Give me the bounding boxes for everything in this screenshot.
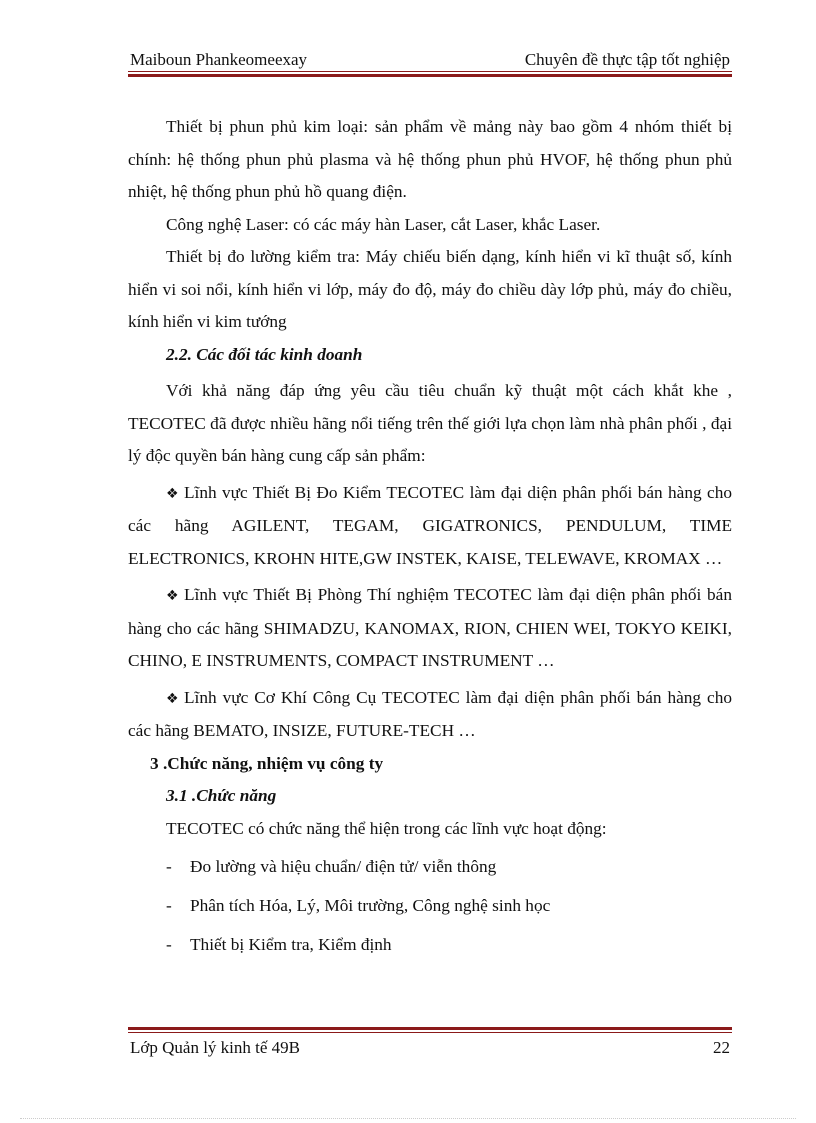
- footer-class: Lớp Quản lý kinh tế 49B: [130, 1038, 300, 1057]
- dash-bullet-icon: -: [166, 896, 172, 915]
- heading-business-partners: 2.2. Các đối tác kinh doanh: [166, 344, 363, 364]
- header-rule-thick: [128, 74, 732, 77]
- list-item: [128, 890, 732, 929]
- list-item: [128, 851, 732, 890]
- diamond-bullet-icon: ❖: [166, 690, 179, 707]
- list-item: [128, 929, 732, 968]
- dash-bullet-icon: -: [166, 857, 172, 876]
- page-number: 22: [713, 1038, 730, 1057]
- page-footer: [128, 1036, 732, 1060]
- paragraph-measurement: Thiết bị đo lường kiểm tra: Máy chiếu biến dạng, kính hiển vi kĩ thuật số, kính hiển vi soi nổi, kính hiển vi lớp, máy đo độ, máy đo chiều dày lớp phủ, máy đo chiều, kính hiển vi kim tướng: [128, 247, 732, 331]
- footer-rule-thick: [128, 1027, 732, 1030]
- heading-functions-duties: 3 .Chức năng, nhiệm vụ công ty: [150, 753, 384, 773]
- paragraph-functions: TECOTEC có chức năng thể hiện trong các lĩnh vực hoạt động:: [166, 818, 607, 838]
- page-body: [128, 111, 732, 968]
- bullet-text: Lĩnh vực Thiết Bị Đo Kiểm TECOTEC làm đại diện phân phối bán hàng cho các hãng AGILENT, TEGAM, GIGATRONICS, PENDULUM, TIME ELECTRONICS, KROHN HITE,GW INSTEK, KAISE, TELEWAVE, KROMAX …: [128, 482, 732, 568]
- bullet-text: Lĩnh vực Thiết Bị Phòng Thí nghiệm TECOTEC làm đại diện phân phối bán hàng cho các hãng SHIMADZU, KANOMAX, RION, CHIEN WEI, TOKYO KEIKI, CHINO, E INSTRUMENTS, COMPACT INSTRUMENT …: [128, 585, 732, 670]
- heading-functions: 3.1 .Chức năng: [166, 786, 277, 805]
- header-title: Chuyên đề thực tập tốt nghiệp: [524, 50, 730, 69]
- header-author: Maiboun Phankeomeexay: [130, 50, 308, 69]
- bullet-text: Lĩnh vực Cơ Khí Công Cụ TECOTEC làm đại diện phân phối bán hàng cho các hãng BEMATO, INSIZE, FUTURE-TECH …: [128, 687, 732, 740]
- bullet-mechanical-tools: [128, 682, 732, 748]
- list-item-text: Thiết bị Kiểm tra, Kiểm định: [190, 935, 392, 954]
- page-edge-divider: [20, 1118, 796, 1119]
- footer-rule-thin: [128, 1032, 732, 1033]
- header-rule-thin: [128, 71, 732, 72]
- paragraph-partners: Với khả năng đáp ứng yêu cầu tiêu chuẩn kỹ thuật một cách khắt khe , TECOTEC đã được nhiều hãng nổi tiếng trên thế giới lựa chọn làm nhà phân phối , đại lý độc quyền bán hàng cung cấp sản phẩm:: [128, 381, 732, 465]
- diamond-bullet-icon: ❖: [166, 588, 179, 604]
- diamond-bullet-icon: ❖: [166, 485, 179, 502]
- bullet-measurement-equipment: [128, 477, 732, 576]
- list-item-text: Phân tích Hóa, Lý, Môi trường, Công nghệ sinh học: [190, 896, 551, 915]
- dash-bullet-icon: -: [166, 935, 172, 954]
- paragraph-metal-spray: Thiết bị phun phủ kim loại: sản phẩm về mảng này bao gồm 4 nhóm thiết bị chính: hệ thống phun phủ plasma và hệ thống phun phủ HVOF, hệ thống phun phủ nhiệt, hệ thống phun phủ hồ quang điện.: [128, 117, 732, 201]
- paragraph-laser: Công nghệ Laser: có các máy hàn Laser, cắt Laser, khắc Laser.: [166, 214, 601, 234]
- list-item-text: Đo lường và hiệu chuẩn/ điện tử/ viễn thông: [190, 857, 497, 876]
- bullet-laboratory-equipment: [128, 579, 732, 678]
